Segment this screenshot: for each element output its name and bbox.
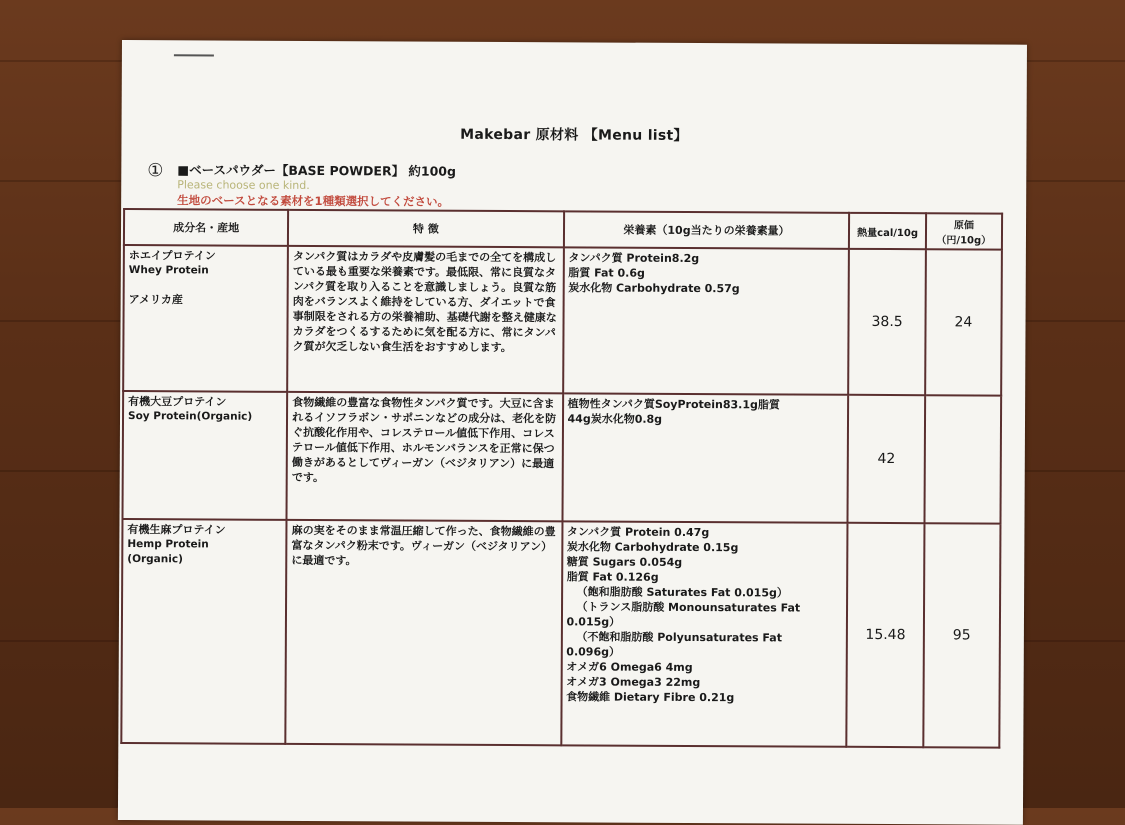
table-row: [123, 245, 1002, 396]
nutrient-line: 食物繊維 Dietary Fibre 0.21g: [566, 690, 735, 705]
section-heading: ■ベースパウダー【BASE POWDER】 約100g: [177, 162, 457, 179]
nutrient-line: タンパク質 Protein 0.47g: [566, 525, 710, 540]
description-cell: タンパク質はカラダや皮膚髪の毛までの全てを構成している最も重要な栄養素です。最低限、常に良質なタンパク質を取り入ることを意識しましょう。良質な筋肉をバランスよく維持をしている方、ダイエットで食事制限をされる方の栄養補助、基礎代謝を整え健康なカラダをつくるするために気を配る方に、常にタンパク質が欠乏しない食生活をおすすめします。: [287, 246, 563, 393]
description-cell: 麻の実をそのまま常温圧縮して作った、食物繊維の豊富なタンパク粉末です。ヴィーガン（ベジタリアン）に最適です。: [285, 520, 562, 745]
ingredient-cell: [123, 245, 288, 392]
header-ingredient: 成分名・産地: [124, 209, 288, 246]
calories-value: 42: [848, 395, 925, 523]
nutrients-cell: [562, 393, 849, 522]
section-note-en: Please choose one kind.: [177, 178, 310, 192]
page-title: Makebar 原材料 【Menu list】: [460, 126, 688, 144]
cost-value: [924, 395, 1001, 523]
nutrient-line: 0.015g）: [566, 615, 621, 629]
ingredient-name-en-2: (Organic): [127, 553, 183, 566]
menu-table: [120, 208, 1003, 749]
nutrients-cell: [561, 521, 848, 746]
header-calories: 熱量cal/10g: [849, 213, 925, 249]
ingredient-name-jp: ホエイプロテイン: [128, 249, 216, 263]
nutrient-line: 44g炭水化物0.8g: [567, 412, 663, 426]
document-page: [118, 40, 1027, 825]
divider: [174, 54, 214, 56]
nutrient-line: 脂質 Fat 0.6g: [568, 266, 645, 280]
ingredient-name-en: Whey Protein: [128, 264, 209, 277]
header-nutrients: 栄養素（10g当たりの栄養素量）: [563, 211, 849, 248]
nutrient-line: 植物性タンパク質SoyProtein83.1g脂質: [567, 397, 780, 412]
section-note-jp: 生地のベースとなる素材を1種類選択してください。: [177, 193, 450, 209]
table-row: [122, 391, 1001, 524]
nutrient-line: オメガ6 Omega6 4mg: [566, 660, 693, 674]
nutrient-line: （トランス脂肪酸 Monounsaturates Fat: [576, 600, 801, 615]
ingredient-cell: [121, 519, 286, 744]
ingredient-name-en: Soy Protein(Organic): [127, 410, 253, 423]
nutrients-cell: [563, 247, 850, 394]
table-header-row: [124, 209, 1002, 250]
nutrient-line: 炭水化物 Carbohydrate 0.57g: [568, 281, 740, 296]
nutrient-line: オメガ3 Omega3 22mg: [566, 675, 701, 690]
header-cost: 原価（円/10g）: [926, 213, 1002, 249]
cost-value: 95: [923, 523, 1000, 747]
nutrient-line: （不飽和脂肪酸 Polyunsaturates Fat: [576, 630, 783, 645]
ingredient-name-en: Hemp Protein: [127, 538, 209, 551]
calories-value: 15.48: [847, 523, 924, 747]
nutrient-line: 0.096g）: [566, 645, 621, 659]
section-number: ①: [147, 160, 164, 182]
nutrient-line: （飽和脂肪酸 Saturates Fat 0.015g）: [576, 585, 788, 600]
ingredient-origin: アメリカ産: [128, 293, 183, 307]
cost-value: 24: [925, 249, 1002, 395]
ingredient-name-jp: 有機生麻プロテイン: [127, 523, 226, 537]
ingredient-name-jp: 有機大豆プロテイン: [128, 395, 227, 409]
table-row: [121, 519, 1000, 748]
calories-value: 38.5: [849, 249, 926, 395]
nutrient-line: 脂質 Fat 0.126g: [566, 570, 659, 584]
nutrient-line: 炭水化物 Carbohydrate 0.15g: [566, 540, 739, 555]
nutrient-line: 糖質 Sugars 0.054g: [566, 555, 683, 569]
description-cell: 食物繊維の豊富な食物性タンパク質です。大豆に含まれるイソフラボン・サポニンなどの成分は、老化を防ぐ抗酸化作用や、コレステロール値低下作用、コレステロール値低下作用、ホルモンバランスを正常に保つ働きがあるとしてヴィーガン（ベジタリアン）に最適です。: [287, 392, 563, 521]
header-features: 特 徴: [288, 210, 564, 247]
ingredient-cell: [122, 391, 287, 520]
nutrient-line: タンパク質 Protein8.2g: [568, 251, 700, 266]
